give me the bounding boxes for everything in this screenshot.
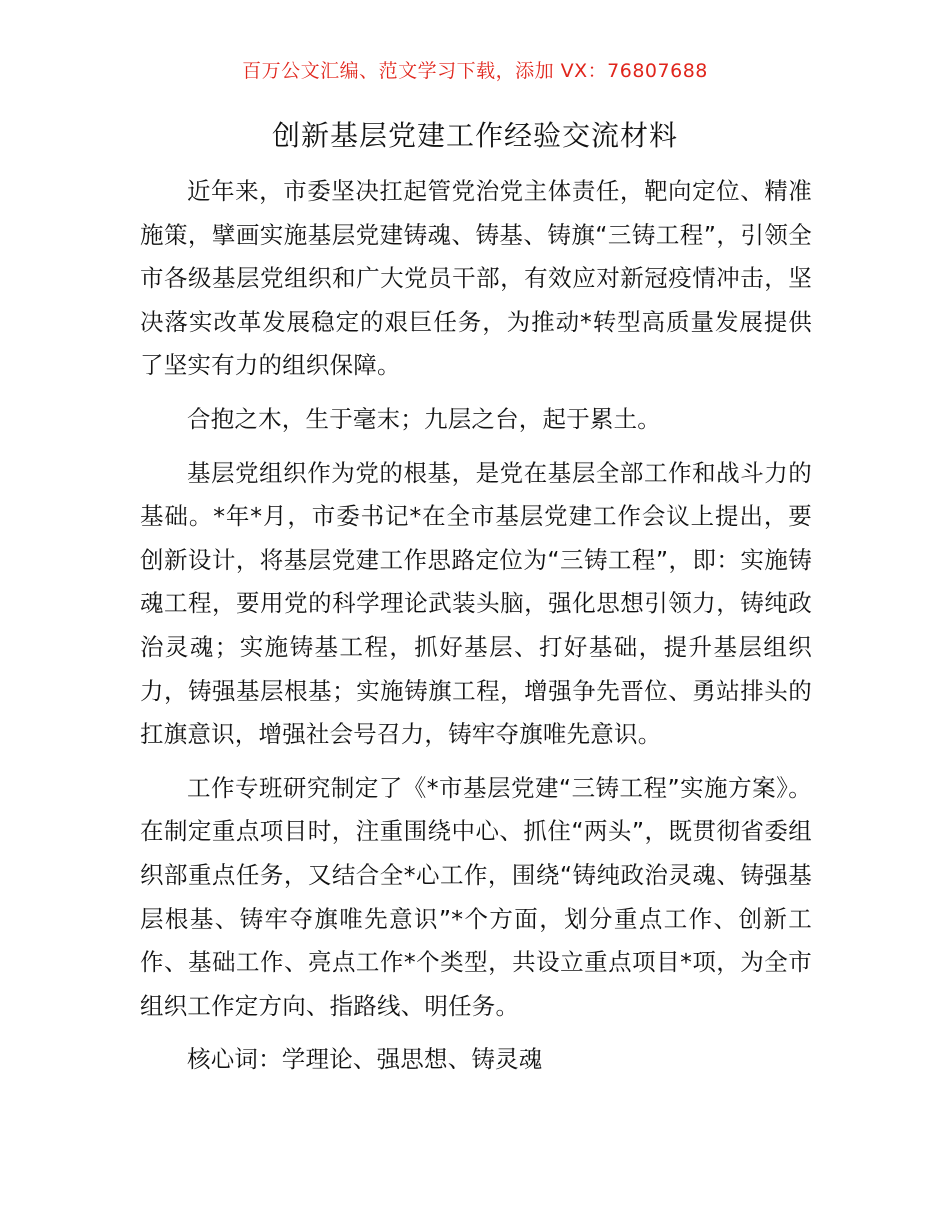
paragraph-plan: 工作专班研究制定了《*市基层党建“三铸工程”实施方案》。在制定重点项目时，注重围绕中心、抓住“两头”，既贯彻省委组织部重点任务，又结合全*心工作，围绕“铸纯政治灵魂、铸强基层根基、铸牢夺旗唯先意识”*个方面，划分重点工作、创新工作、基础工作、亮点工作*个类型，共设立重点项目*项，为全市组织工作定方向、指路线、明任务。: [140, 773, 812, 1020]
document-title: 创新基层党建工作经验交流材料: [271, 119, 678, 152]
paragraph-foundation: 基层党组织作为党的根基，是党在基层全部工作和战斗力的基础。*年*月，市委书记*在全市基层党建工作会议上提出，要创新设计，将基层党建工作思路定位为“三铸工程”，即：实施铸魂工程，要用党的科学理论武装头脑，强化思想引领力，铸纯政治灵魂；实施铸基工程，抓好基层、打好基础，提升基层组织力，铸强基层根基；实施铸旗工程，增强争先晋位、勇站排头的扛旗意识，增强社会号召力，铸牢夺旗唯先意识。: [140, 458, 812, 749]
watermark-header: 百万公文汇编、范文学习下载，添加 VX：76807688: [242, 60, 708, 82]
paragraph-intro: 近年来，市委坚决扛起管党治党主体责任，靶向定位、精准施策，擘画实施基层党建铸魂、铸基、铸旗“三铸工程”，引领全市各级基层党组织和广大党员干部，有效应对新冠疫情冲击，坚决落实改革发展稳定的艰巨任务，为推动*转型高质量发展提供了坚实有力的组织保障。: [140, 177, 812, 380]
paragraph-proverb: 合抱之木，生于毫末；九层之台，起于累土。: [187, 404, 661, 433]
document-body: [140, 170, 812, 1092]
paragraph-keywords: 核心词：学理论、强思想、铸灵魂: [187, 1045, 543, 1074]
